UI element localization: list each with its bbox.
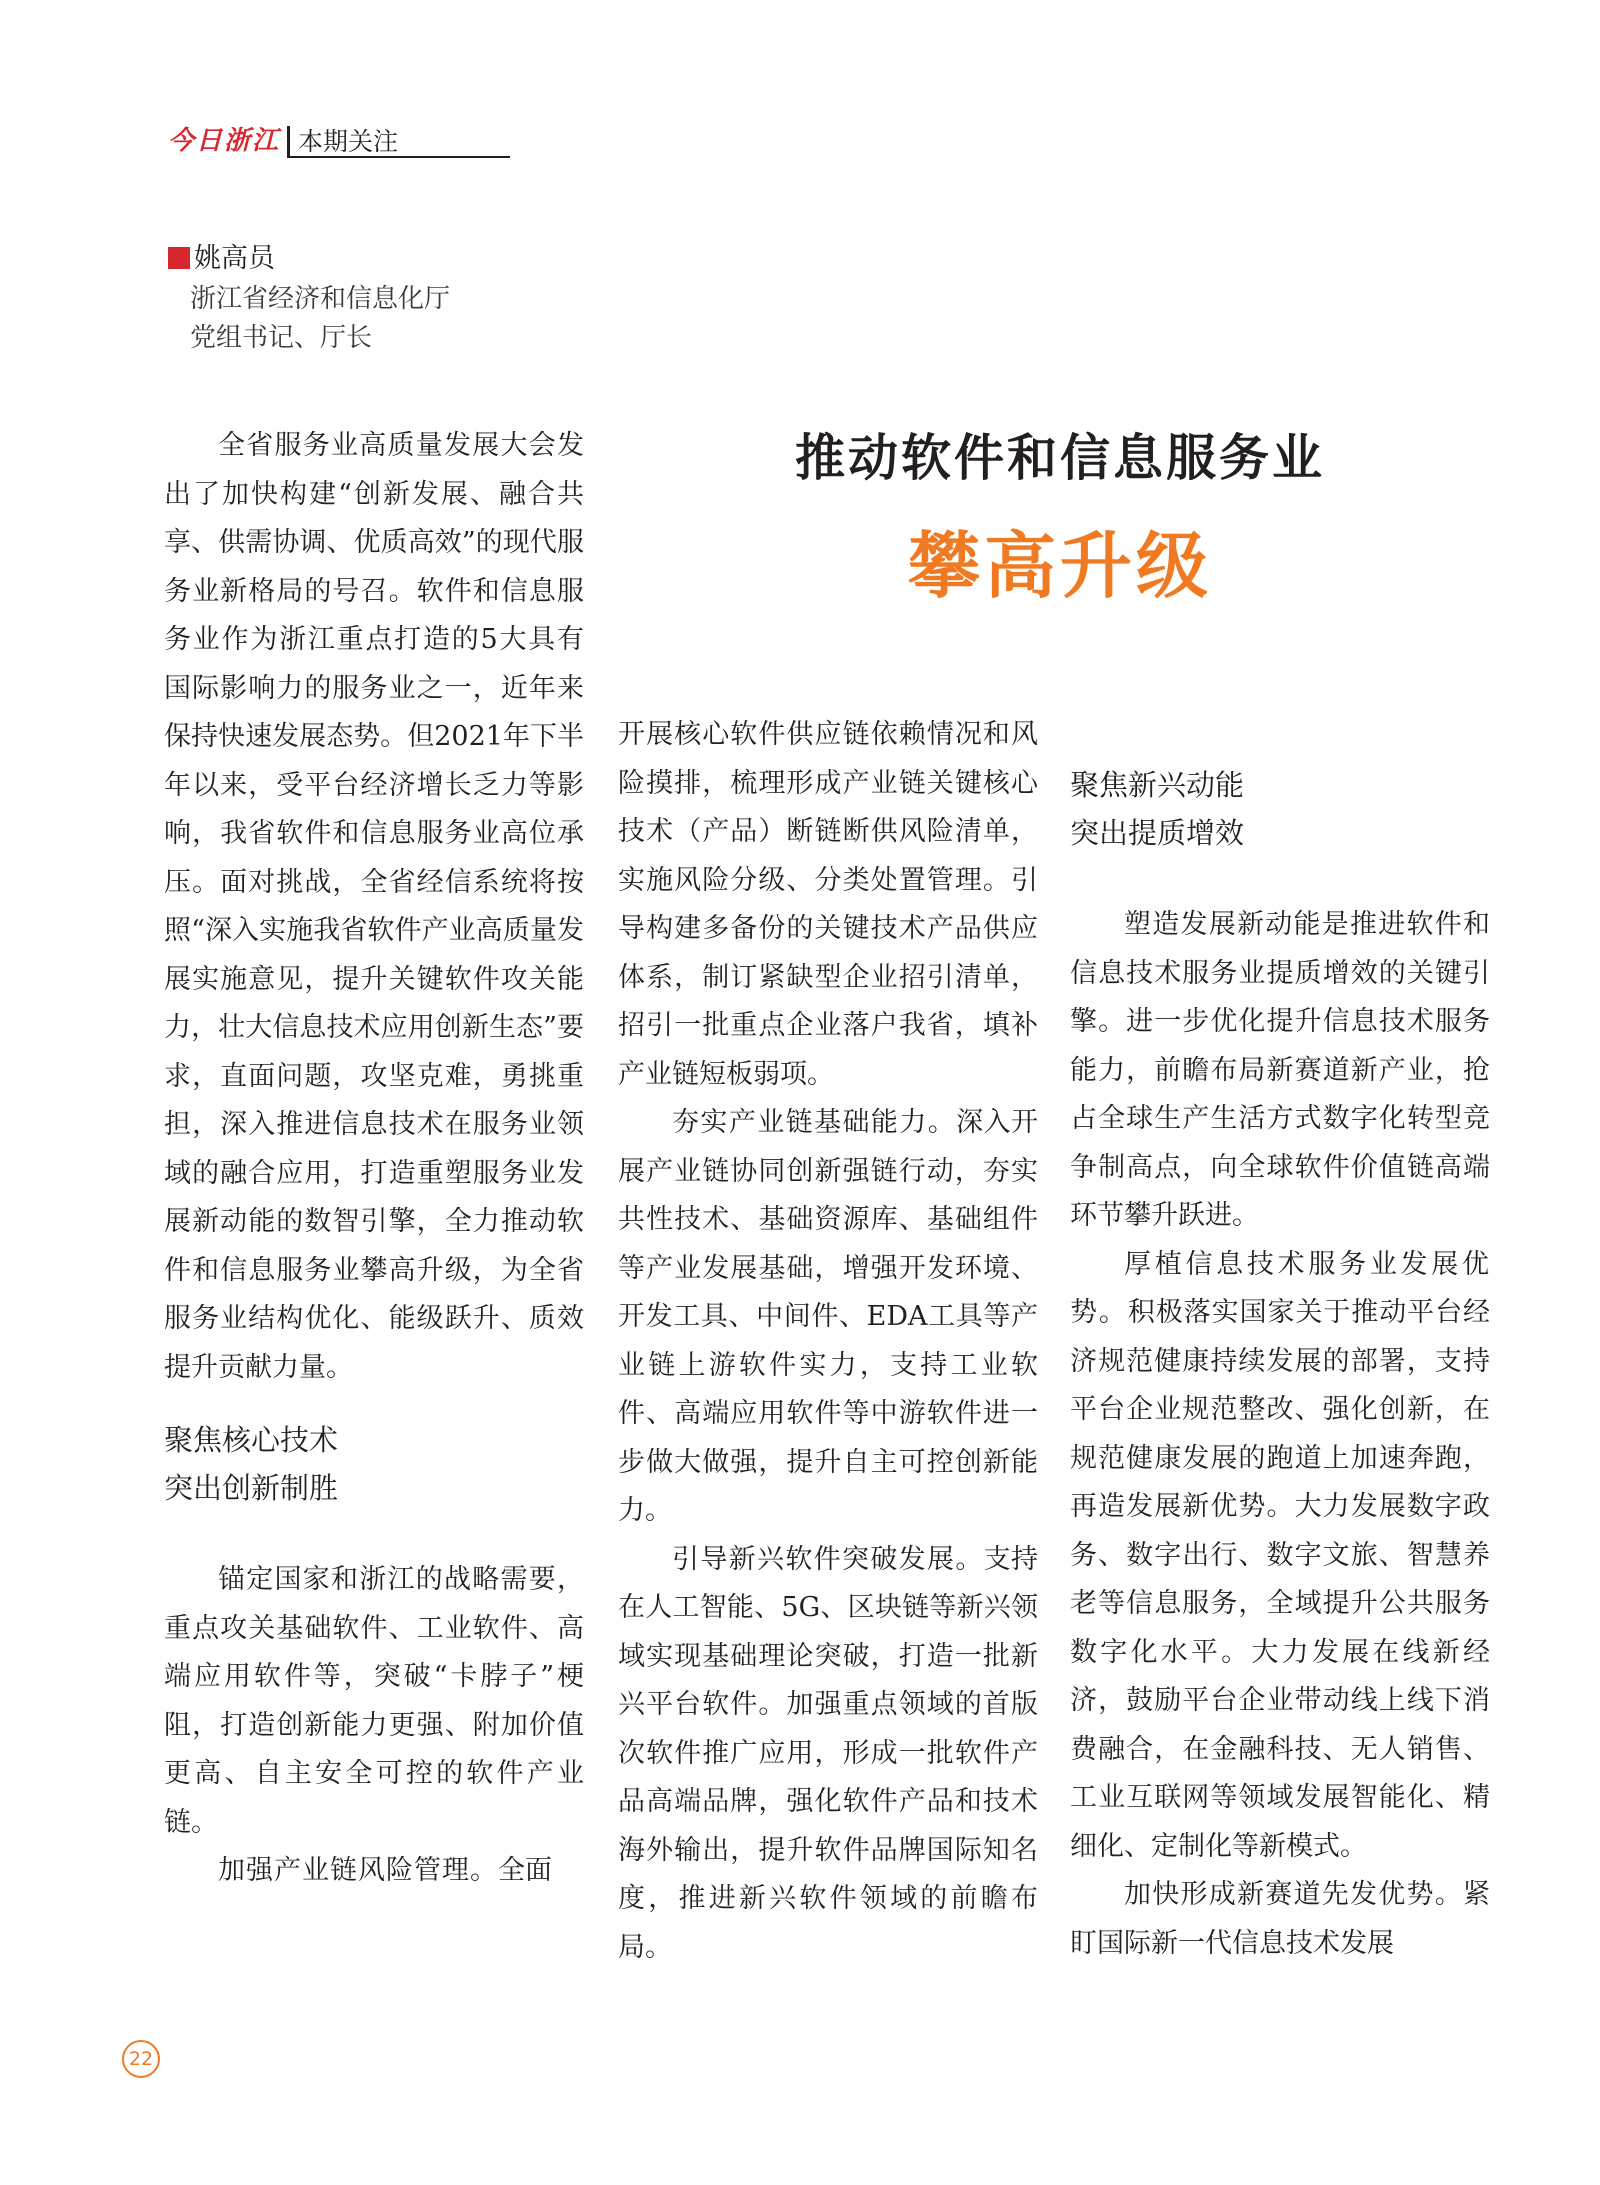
column-2 [618, 711, 1038, 1972]
paragraph-lead: 夯实产业链基础能力。 [672, 1107, 957, 1138]
article-title: 推动软件和信息服务业 [795, 429, 1325, 487]
page-number: 22 [122, 2040, 160, 2078]
paragraph [1070, 1871, 1490, 1968]
author-name: 姚高员 [194, 243, 275, 274]
section-heading-2-line-1: 聚焦新兴动能 [1070, 768, 1245, 802]
author-position: 党组书记、厅长 [190, 323, 373, 353]
author-block [168, 236, 450, 353]
red-square-marker [168, 247, 190, 269]
column-3 [1070, 761, 1490, 1968]
header-divider [287, 126, 290, 156]
paragraph [164, 1847, 584, 1896]
section-label: 本期关注 [298, 127, 399, 156]
paragraph [1070, 1241, 1490, 1872]
paragraph-lead: 厚植信息技术服务业发展优势。 [1070, 1248, 1490, 1328]
page-header [168, 120, 510, 160]
paragraph-body: 全面 [498, 1855, 552, 1886]
paragraph-body: 积极落实国家关于推动平台经济规范健康持续发展的部署，支持平台企业规范整改、强化创新，在规范健康发展的跑道上加速奔跑，再造发展新优势。大力发展数字政务、数字出行、数字文旅、智慧养老等信息服务，全域提升公共服务数字化水平。大力发展在线新经济，鼓励平台企业带动线上线下消费融合，在金融科技、无人销售、工业互联网等领域发展智能化、精细化、定制化等新模式。 [1070, 1297, 1491, 1862]
paragraph: 塑造发展新动能是推进软件和信息技术服务业提质增效的关键引擎。进一步优化提升信息技术服务能力，前瞻布局新赛道新产业，抢占全球生产生活方式数字化转型竞争制高点，向全球软件价值链高端环节攀升跃进。 [1070, 909, 1490, 1231]
article-subtitle: 攀高升级 [907, 524, 1212, 608]
paragraph: 锚定国家和浙江的战略需要，重点攻关基础软件、工业软件、高端应用软件等，突破“卡脖子”梗阻，打造创新能力更强、附加价值更高、自主安全可控的软件产业链。 [164, 1564, 584, 1838]
brand-logo: 今日浙江 [168, 126, 281, 156]
paragraph [618, 1099, 1038, 1536]
section-heading-2-line-2: 突出提质增效 [1070, 816, 1245, 850]
section-heading-1-line-2: 突出创新制胜 [164, 1471, 339, 1505]
paragraph-body: 支持在人工智能、5G、区块链等新兴领域实现基础理论突破，打造一批新兴平台软件。加强重点领域的首版次软件推广应用，形成一批软件产品高端品牌，强化软件产品和技术海外输出，提升软件品牌国际知名度，推进新兴软件领域的前瞻布局。 [618, 1543, 1039, 1963]
paragraph: 开展核心软件供应链依赖情况和风险摸排，梳理形成产业链关键核心技术（产品）断链断供风险清单，实施风险分级、分类处置管理。引导构建多备份的关键技术产品供应体系，制订紧缺型企业招引清单，招引一批重点企业落户我省，填补产业链短板弱项。 [618, 719, 1038, 1090]
paragraph-lead: 加快形成新赛道先发优势。 [1124, 1879, 1463, 1910]
paragraph-body: 紧盯国际新一代信息技术发展 [1070, 1879, 1490, 1959]
intro-paragraph: 全省服务业高质量发展大会发出了加快构建“创新发展、融合共享、供需协调、优质高效”的现代服务业新格局的号召。软件和信息服务业作为浙江重点打造的5大具有国际影响力的服务业之一，近年来保持快速发展态势。但2021年下半年以来，受平台经济增长乏力等影响，我省软件和信息服务业高位承压。面对挑战，全省经信系统将按照“深入实施我省软件产业高质量发展实施意见，提升关键软件攻关能力，壮大信息技术应用创新生态”要求，直面问题，攻坚克难，勇挑重担，深入推进信息技术在服务业领域的融合应用，打造重塑服务业发展新动能的数智引擎，全力推动软件和信息服务业攀高升级，为全省服务业结构优化、能级跃升、质效提升贡献力量。 [164, 430, 584, 1383]
paragraph-lead: 加强产业链风险管理。 [218, 1855, 498, 1886]
paragraph-body: 深入开展产业链协同创新强链行动，夯实共性技术、基础资源库、基础组件等产业发展基础，增强开发环境、开发工具、中间件、EDA工具等产业链上游软件实力，支持工业软件、高端应用软件等中游软件进一步做大做强，提升自主可控创新能力。 [618, 1107, 1039, 1526]
paragraph [618, 1536, 1038, 1973]
paragraph-lead: 引导新兴软件突破发展。 [672, 1543, 984, 1575]
column-1 [164, 422, 584, 1896]
header-rule [287, 156, 510, 158]
section-heading-1-line-1: 聚焦核心技术 [164, 1423, 339, 1457]
author-org: 浙江省经济和信息化厅 [190, 284, 451, 314]
